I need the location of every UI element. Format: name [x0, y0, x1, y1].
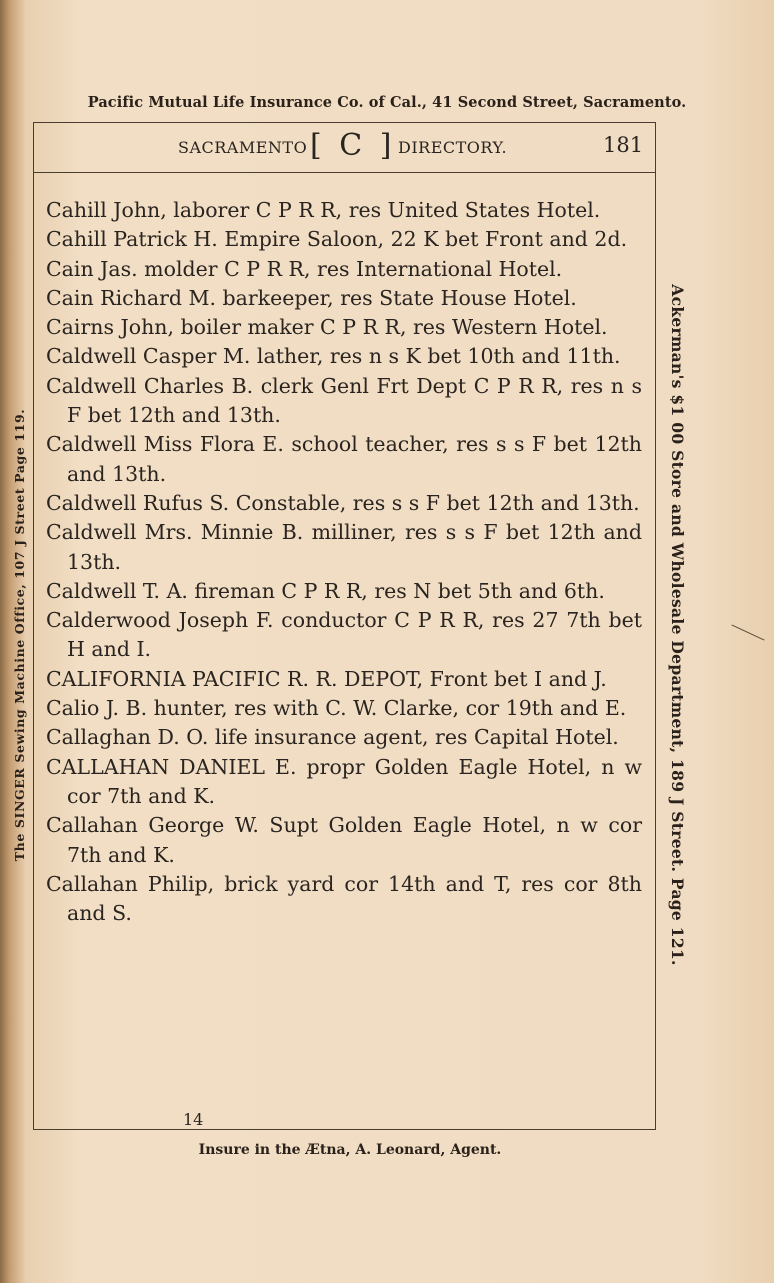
page-number: 181: [603, 133, 644, 157]
directory-entry: Caldwell Mrs. Minnie B. milliner, res s s F bet 12th and 13th.: [46, 520, 642, 574]
directory-entries: [46, 196, 642, 928]
directory-entry: Caldwell Rufus S. Constable, res s s F bet 12th and 13th.: [46, 490, 640, 515]
header-city: SACRAMENTO: [178, 138, 308, 157]
directory-entry: Calderwood Joseph F. conductor C P R R, res 27 7th bet H and I.: [46, 608, 642, 662]
directory-entry: Caldwell Miss Flora E. school teacher, res s s F bet 12th and 13th.: [46, 432, 642, 486]
directory-entry: Callahan Philip, brick yard cor 14th and T, res cor 8th and S.: [46, 871, 642, 926]
directory-entry: Callahan George W. Supt Golden Eagle Hotel, n w cor 7th and K.: [46, 813, 642, 867]
bottom-advertisement: Insure in the Ætna, A. Leonard, Agent.: [198, 1142, 502, 1158]
directory-entry: Cairns John, boiler maker C P R R, res Western Hotel.: [46, 315, 608, 340]
directory-entry: CALLAHAN DANIEL E. propr Golden Eagle Hotel, n w cor 7th and K.: [46, 754, 642, 808]
pencil-mark: [731, 624, 764, 640]
left-margin-advertisement: The SINGER Sewing Machine Office, 107 J Street Page 119.: [12, 408, 27, 862]
directory-entry: Calio J. B. hunter, res with C. W. Clarke, cor 19th and E.: [46, 696, 627, 721]
directory-entry: Cain Richard M. barkeeper, res State House Hotel.: [46, 285, 577, 310]
directory-entry: Cain Jas. molder C P R R, res International Hotel.: [46, 256, 563, 281]
top-advertisement: Pacific Mutual Life Insurance Co. of Cal., 41 Second Street, Sacramento.: [87, 94, 687, 111]
running-header: [33, 126, 656, 170]
directory-entry: Caldwell Charles B. clerk Genl Frt Dept C P R R, res n s F bet 12th and 13th.: [46, 373, 642, 428]
signature-mark: 14: [183, 1110, 204, 1129]
header-letter: [ C ]: [310, 128, 396, 163]
directory-entry: CALIFORNIA PACIFIC R. R. DEPOT, Front bet I and J.: [46, 666, 607, 691]
directory-entry: Callaghan D. O. life insurance agent, res Capital Hotel.: [46, 725, 619, 750]
header-rule: [33, 172, 656, 173]
directory-entry: Caldwell Casper M. lather, res n s K bet 10th and 11th.: [46, 344, 621, 369]
header-directory: DIRECTORY.: [398, 138, 508, 157]
right-margin-advertisement: Ackerman's $1 00 Store and Wholesale Department, 189 J Street. Page 121.: [668, 284, 687, 966]
directory-entry: Cahill John, laborer C P R R, res United States Hotel.: [46, 198, 601, 222]
directory-entry: Cahill Patrick H. Empire Saloon, 22 K bet Front and 2d.: [46, 227, 628, 252]
directory-entry: Caldwell T. A. fireman C P R R, res N bet 5th and 6th.: [46, 578, 605, 603]
